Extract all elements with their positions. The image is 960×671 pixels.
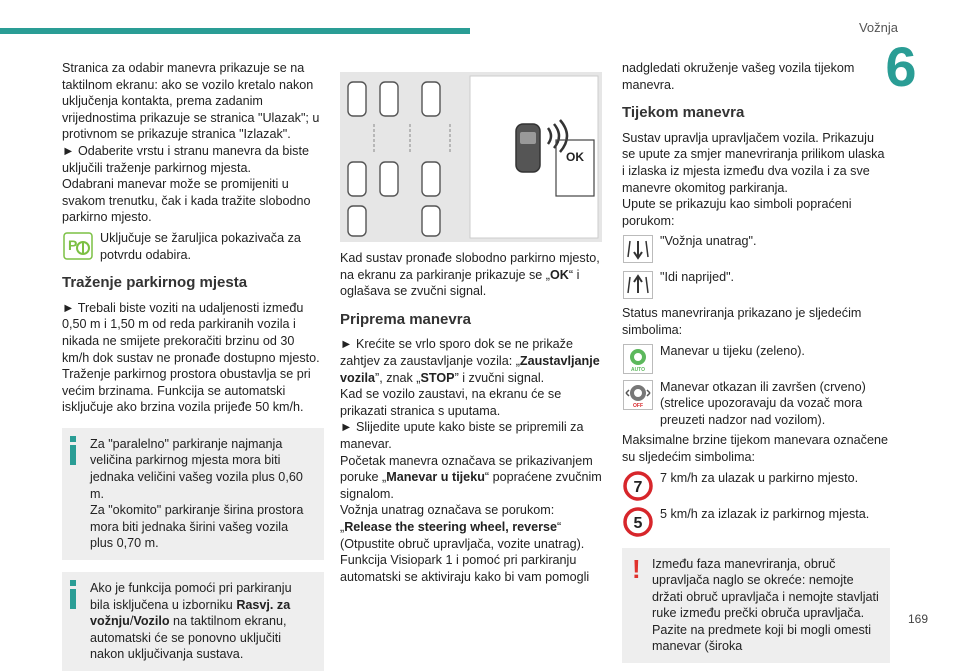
section-label: Vožnja: [858, 20, 898, 35]
paragraph: ► Trebali biste voziti na udaljenosti između 0,50 m i 1,50 m od reda parkiranih vozila i nikada ne smijete prekoračiti brzinu od 30 km/h dok sustav ne pronađe dostupno mjesto.: [62, 300, 320, 365]
speed-limit-5-icon: [622, 506, 654, 538]
info-box: [62, 428, 324, 560]
auto-icon-label: AUTO: [630, 366, 646, 373]
paragraph: Maksimalne brzine tijekom manevara označene su sljedećim simbolima:: [622, 433, 888, 464]
warning-icon: !: [632, 553, 641, 584]
warning-text: Između faza manevriranja, obruč upravljača naglo se okreće: nemojte držati obruč upravljača i nemojte stavljati ruke između prečki obruča upravljača. Pazite na predmete koji bi mogli omesti manevar (široka: [652, 556, 879, 654]
status-row: [622, 343, 890, 375]
paragraph: nadgledati okruženje vašeg vozila tijekom manevra.: [622, 61, 855, 92]
page-number: 169: [907, 612, 928, 626]
paragraph: Odabrani manevar može se promijeniti u svakom trenutku, čak i kada tražite slobodno parkirno mjesto.: [62, 177, 311, 225]
parking-indicator-icon: [62, 230, 94, 262]
paragraph: Vožnja unatrag označava se porukom: „Release the steering wheel, reverse“ (Otpustite obruč upravljača, vozite unatrag).: [340, 503, 585, 551]
info-icon: [70, 580, 76, 610]
steering-auto-icon: [622, 343, 654, 375]
paragraph: Funkcija Visiopark 1 i pomoć pri parkiranju automatski se aktiviraju kako bi vam pomogli: [340, 553, 590, 584]
status-row: [622, 379, 890, 429]
paragraph: Stranica za odabir manevra prikazuje se na taktilnom ekranu: ako se vozilo kretalo nakon uključenja kontakta, prema zadanim vrijednostima prikazuje se stranica "Ulazak"; u protivnom se prikazuje stranica "Izlazak".: [62, 61, 320, 142]
info-icon: [70, 436, 76, 466]
status-text: Manevar u tijeku (zeleno).: [660, 343, 805, 358]
column-1: [62, 60, 324, 671]
paragraph: Kad se vozilo zaustavi, na ekranu će se prikazati stranica s uputama.: [340, 387, 562, 418]
speed-row: [622, 506, 890, 538]
paragraph: Traženje parkirnog prostora obustavlja se pri većim brzinama. Funkcija se automatski isključuje ako brzina vozila prijeđe 50 km/h.: [62, 367, 311, 415]
chapter-number: 6: [885, 35, 917, 98]
paragraph: Početak manevra označava se prikazivanjem poruke „Manevar u tijeku“ popraćene zvučnim signalom.: [340, 453, 602, 501]
symbol-row: [622, 233, 890, 265]
speed-5-number: 5: [633, 514, 643, 532]
parking-figure: [340, 72, 602, 242]
off-icon-label: OFF: [633, 402, 643, 409]
warning-box: [622, 548, 890, 664]
speed-text: 7 km/h za ulazak u parkirno mjesto.: [660, 470, 859, 485]
column-3: [622, 60, 890, 663]
paragraph: Kad sustav pronađe slobodno parkirno mjesto, na ekranu za parkiranje prikazuje se „OK“ i oglašava se zvučni signal.: [340, 251, 600, 299]
steering-off-icon: [622, 379, 654, 411]
paragraph: ► Odaberite vrstu i stranu manevra da biste uključili traženje parkirnog mjesta.: [62, 143, 309, 175]
figure-ok-label: OK: [566, 150, 584, 164]
paragraph: ► Krećite se vrlo sporo dok se ne prikaže zahtjev za zaustavljanje vozila: „Zaustavljanje vozila”, znak „STOP” i zvučni signal.: [340, 337, 600, 385]
top-accent-bar: [0, 28, 470, 34]
paragraph: ► Slijedite upute kako biste se pripremili za manevar.: [340, 420, 584, 451]
speed-7-number: 7: [633, 478, 643, 496]
paragraph: Upute se prikazuju kao simboli popraćeni porukom:: [622, 197, 852, 228]
heading-during: Tijekom manevra: [622, 104, 745, 122]
reverse-arrows-icon: [622, 233, 654, 265]
info-text: Za "okomito" parkiranje širina prostora mora biti jednaka širini vašeg vozila plus 0,70 m.: [90, 503, 304, 551]
column-2: [340, 250, 602, 585]
svg-text:P: P: [68, 236, 78, 253]
heading-preparation: Priprema manevra: [340, 310, 471, 328]
indicator-row: [62, 230, 324, 263]
speed-row: [622, 470, 890, 502]
paragraph: Sustav upravlja upravljačem vozila. Prikazuju se upute za smjer manevriranja prilikom ulaska i izlaska iz mjesta između dva vozila i za sve manevre okomitog parkiranja.: [622, 130, 885, 195]
info-text: Ako je funkcija pomoći pri parkiranju bila isključena u izborniku Rasvj. za vožnju/Vozilo na taktilnom ekranu, automatski će se ponovno uključiti nakon uključivanja sustava.: [90, 581, 292, 662]
paragraph: Status manevriranja prikazano je sljedećim simbolima:: [622, 306, 862, 337]
symbol-text: "Idi naprijed".: [660, 270, 735, 285]
symbol-text: "Vožnja unatrag".: [660, 234, 757, 249]
indicator-text: Uključuje se žaruljica pokazivača za potvrdu odabira.: [100, 230, 301, 262]
heading-search: Traženje parkirnog mjesta: [62, 274, 248, 292]
status-text: Manevar otkazan ili završen (crveno) (strelice upozoravaju da vozač mora preuzeti nadzor nad vozilom).: [660, 379, 866, 427]
info-box: [62, 572, 324, 671]
speed-text: 5 km/h za izlazak iz parkirnog mjesta.: [660, 506, 870, 521]
symbol-row: [622, 269, 890, 301]
forward-arrows-icon: [622, 269, 654, 301]
speed-limit-7-icon: [622, 470, 654, 502]
info-text: Za "paralelno" parkiranje najmanja veličina parkirnog mjesta mora biti jednaka veličini vašeg vozila plus 0,60 m.: [90, 436, 303, 501]
